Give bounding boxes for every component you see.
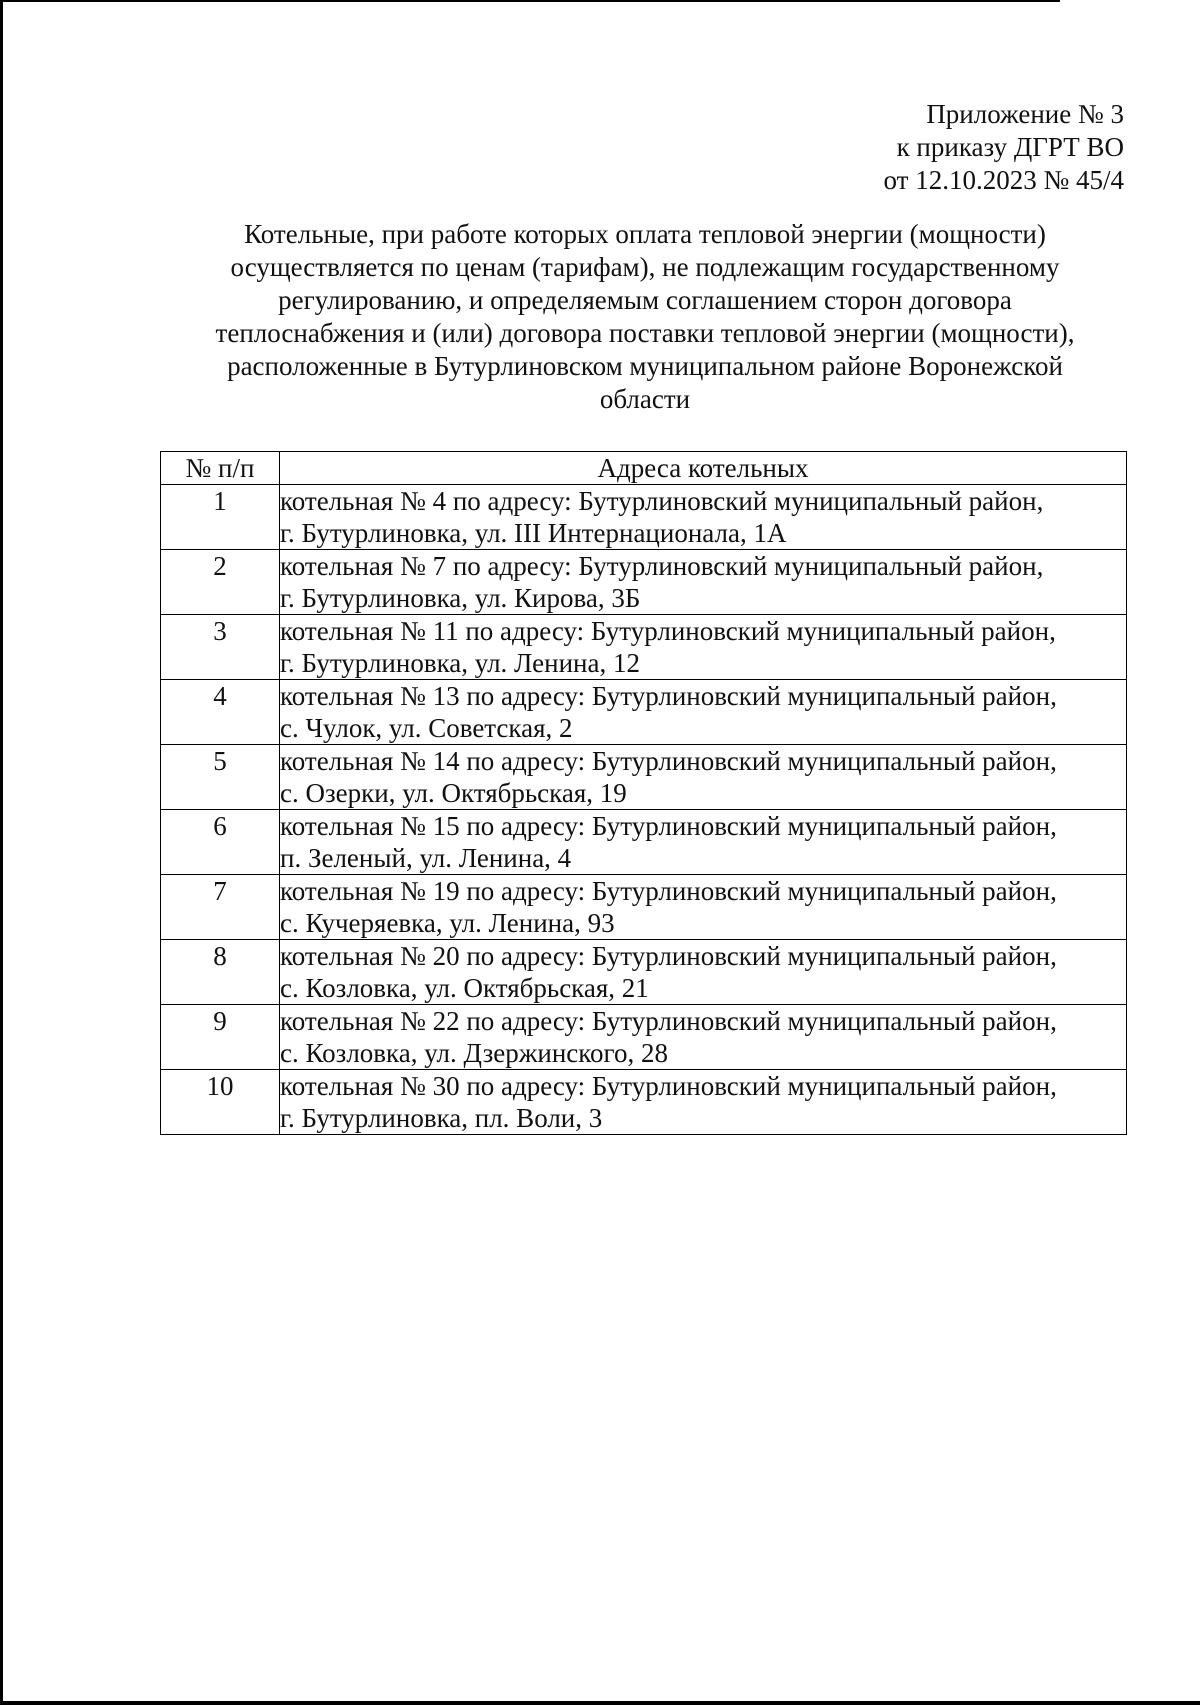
table-row xyxy=(161,940,1127,1005)
address-line-boiler: котельная № 20 по адресу: Бутурлиновский муниципальный район, xyxy=(280,941,1057,971)
address-line-boiler: котельная № 19 по адресу: Бутурлиновский муниципальный район, xyxy=(280,876,1057,906)
row-address xyxy=(280,940,1127,1005)
appendix-header xyxy=(884,98,1124,197)
appendix-number: Приложение № 3 xyxy=(926,99,1124,129)
address-line-boiler: котельная № 14 по адресу: Бутурлиновский муниципальный район, xyxy=(280,746,1057,776)
title-line: области xyxy=(599,384,691,414)
table-row xyxy=(161,810,1127,875)
address-line-location: г. Бутурлиновка, ул. Ленина, 12 xyxy=(280,648,640,678)
address-line-location: г. Бутурлиновка, ул. III Интернационала, 1А xyxy=(280,518,787,548)
table-row xyxy=(161,745,1127,810)
row-address xyxy=(280,745,1127,810)
title-line: Котельные, при работе которых оплата тепловой энергии (мощности) xyxy=(244,219,1046,249)
scan-edge-bottom xyxy=(0,1701,1200,1705)
row-address xyxy=(280,615,1127,680)
appendix-order-date: от 12.10.2023 № 45/4 xyxy=(883,165,1124,195)
table-row xyxy=(161,550,1127,615)
row-address xyxy=(280,550,1127,615)
table-header-row xyxy=(161,452,1127,485)
header-num: № п/п xyxy=(161,452,280,485)
row-address xyxy=(280,680,1127,745)
address-line-location: г. Бутурлиновка, ул. Кирова, 3Б xyxy=(280,583,641,613)
scan-edge-top xyxy=(0,0,1060,2)
row-address xyxy=(280,485,1127,550)
table-row xyxy=(161,680,1127,745)
address-line-location: г. Бутурлиновка, пл. Воли, 3 xyxy=(280,1103,603,1133)
row-number: 10 xyxy=(161,1070,280,1135)
table-row xyxy=(161,875,1127,940)
table-row xyxy=(161,615,1127,680)
row-address xyxy=(280,810,1127,875)
appendix-order-ref: к приказу ДГРТ ВО xyxy=(896,132,1124,162)
table-body xyxy=(161,485,1127,1135)
row-address xyxy=(280,1005,1127,1070)
address-line-boiler: котельная № 7 по адресу: Бутурлиновский муниципальный район, xyxy=(280,551,1044,581)
row-number: 5 xyxy=(161,745,280,810)
address-line-location: с. Чулок, ул. Советская, 2 xyxy=(280,713,573,743)
header-address: Адреса котельных xyxy=(280,452,1127,485)
row-number: 6 xyxy=(161,810,280,875)
title-line: регулированию, и определяемым соглашением сторон договора xyxy=(278,285,1012,315)
address-line-boiler: котельная № 22 по адресу: Бутурлиновский муниципальный район, xyxy=(280,1006,1057,1036)
table-row xyxy=(161,485,1127,550)
document-title xyxy=(160,218,1130,416)
address-line-location: с. Козловка, ул. Октябрьская, 21 xyxy=(280,973,649,1003)
row-number: 1 xyxy=(161,485,280,550)
address-line-boiler: котельная № 13 по адресу: Бутурлиновский муниципальный район, xyxy=(280,681,1057,711)
title-line: осуществляется по ценам (тарифам), не подлежащим государственному xyxy=(230,252,1060,282)
address-line-location: п. Зеленый, ул. Ленина, 4 xyxy=(280,843,572,873)
address-line-boiler: котельная № 30 по адресу: Бутурлиновский муниципальный район, xyxy=(280,1071,1057,1101)
row-number: 9 xyxy=(161,1005,280,1070)
row-number: 7 xyxy=(161,875,280,940)
row-number: 2 xyxy=(161,550,280,615)
row-number: 3 xyxy=(161,615,280,680)
boiler-address-table xyxy=(160,451,1127,1135)
row-address xyxy=(280,1070,1127,1135)
row-address xyxy=(280,875,1127,940)
scan-edge-left xyxy=(0,0,3,1705)
address-line-location: с. Козловка, ул. Дзержинского, 28 xyxy=(280,1038,668,1068)
address-line-boiler: котельная № 4 по адресу: Бутурлиновский муниципальный район, xyxy=(280,486,1044,516)
address-line-boiler: котельная № 15 по адресу: Бутурлиновский муниципальный район, xyxy=(280,811,1057,841)
address-line-location: с. Озерки, ул. Октябрьская, 19 xyxy=(280,778,627,808)
title-line: теплоснабжения и (или) договора поставки тепловой энергии (мощности), xyxy=(215,318,1075,348)
table-row xyxy=(161,1070,1127,1135)
row-number: 4 xyxy=(161,680,280,745)
address-line-boiler: котельная № 11 по адресу: Бутурлиновский муниципальный район, xyxy=(280,616,1056,646)
title-line: расположенные в Бутурлиновском муниципальном районе Воронежской xyxy=(227,351,1063,381)
address-line-location: с. Кучеряевка, ул. Ленина, 93 xyxy=(280,908,615,938)
table-row xyxy=(161,1005,1127,1070)
row-number: 8 xyxy=(161,940,280,1005)
